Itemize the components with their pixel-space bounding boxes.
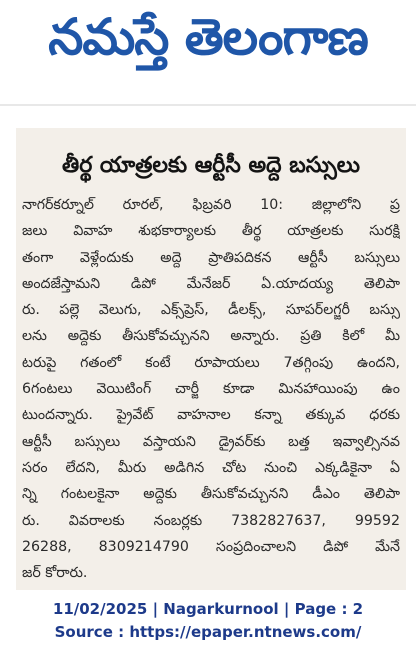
article-line: జర్ కోరారు. [22,565,88,579]
article-line: ఆర్టీసీ బస్సులు వస్తాయని డ్రైవర్‌కు బత్త ఇవ్వాల్సినవ [22,433,400,450]
article-line: న్ని గంటలకైనా అద్దెకు తీసుకోవచ్చునని డీఎం తెలిపా [22,486,400,503]
source-link[interactable]: Source : https://epaper.ntnews.com/ [54,623,362,641]
article-line: జలు వివాహ శుభకార్యాలకు తీర్థ యాత్రలకు సురక్షి [22,223,400,240]
article-body [22,192,400,578]
news-clipping [16,128,406,590]
article-line: టరుపై గతంలో కంటే రూపాయలు 7తగ్గింపు ఉందని, [22,354,400,371]
article-line: లను అద్దెకు తీసుకోవచ్చునని అన్నారు. ప్రతి కిలో మీ [22,328,400,345]
article-line: తంగా వెళ్లేందుకు అద్దె ప్రాతిపదికన ఆర్టీసీ బస్సులు [22,249,400,266]
article-headline: తీర్థ యాత్రలకు ఆర్టీసీ అద్దె బస్సులు [62,153,360,178]
clipping-footer [0,598,416,644]
article-line: నాగర్‌కర్నూల్ రూరల్, ఫిబ్రవరి 10: జిల్లాలోని ప్ర [22,197,400,213]
article-line: రు. వివరాలకు నంబర్లకు 7382827637, 99592 [22,512,400,529]
edition-info: 11/02/2025 | Nagarkurnool | Page : 2 [52,600,364,618]
article-line: టుందన్నారు. ప్రైవేట్ వాహనాల కన్నా తక్కువ ధరకు [22,407,400,424]
newspaper-logo: నమస్తే తెలంగాణ [48,8,368,66]
article-line: 26288, 8309214790 సంప్రదించాలని డిపో మేనే [22,538,400,555]
article-line: రు. పల్లె వెలుగు, ఎక్స్‌ప్రెస్, డీలక్స్, సూపర్‌లగ్జరీ బస్సు [22,302,400,319]
masthead-divider [0,104,416,106]
article-line: అందజేస్తామని డిపో మేనేజర్ ఏ.యాదయ్య తెలిపా [22,275,400,292]
article-line: సరం లేదని, మీరు అడిగిన చోట నుంచి ఎక్కడికైనా ఏ [22,459,400,476]
article-line: 6గంటలు వెయిటింగ్ చార్జీ కూడా మినహాయింపు ఉం [22,381,400,398]
newspaper-masthead [0,0,416,108]
